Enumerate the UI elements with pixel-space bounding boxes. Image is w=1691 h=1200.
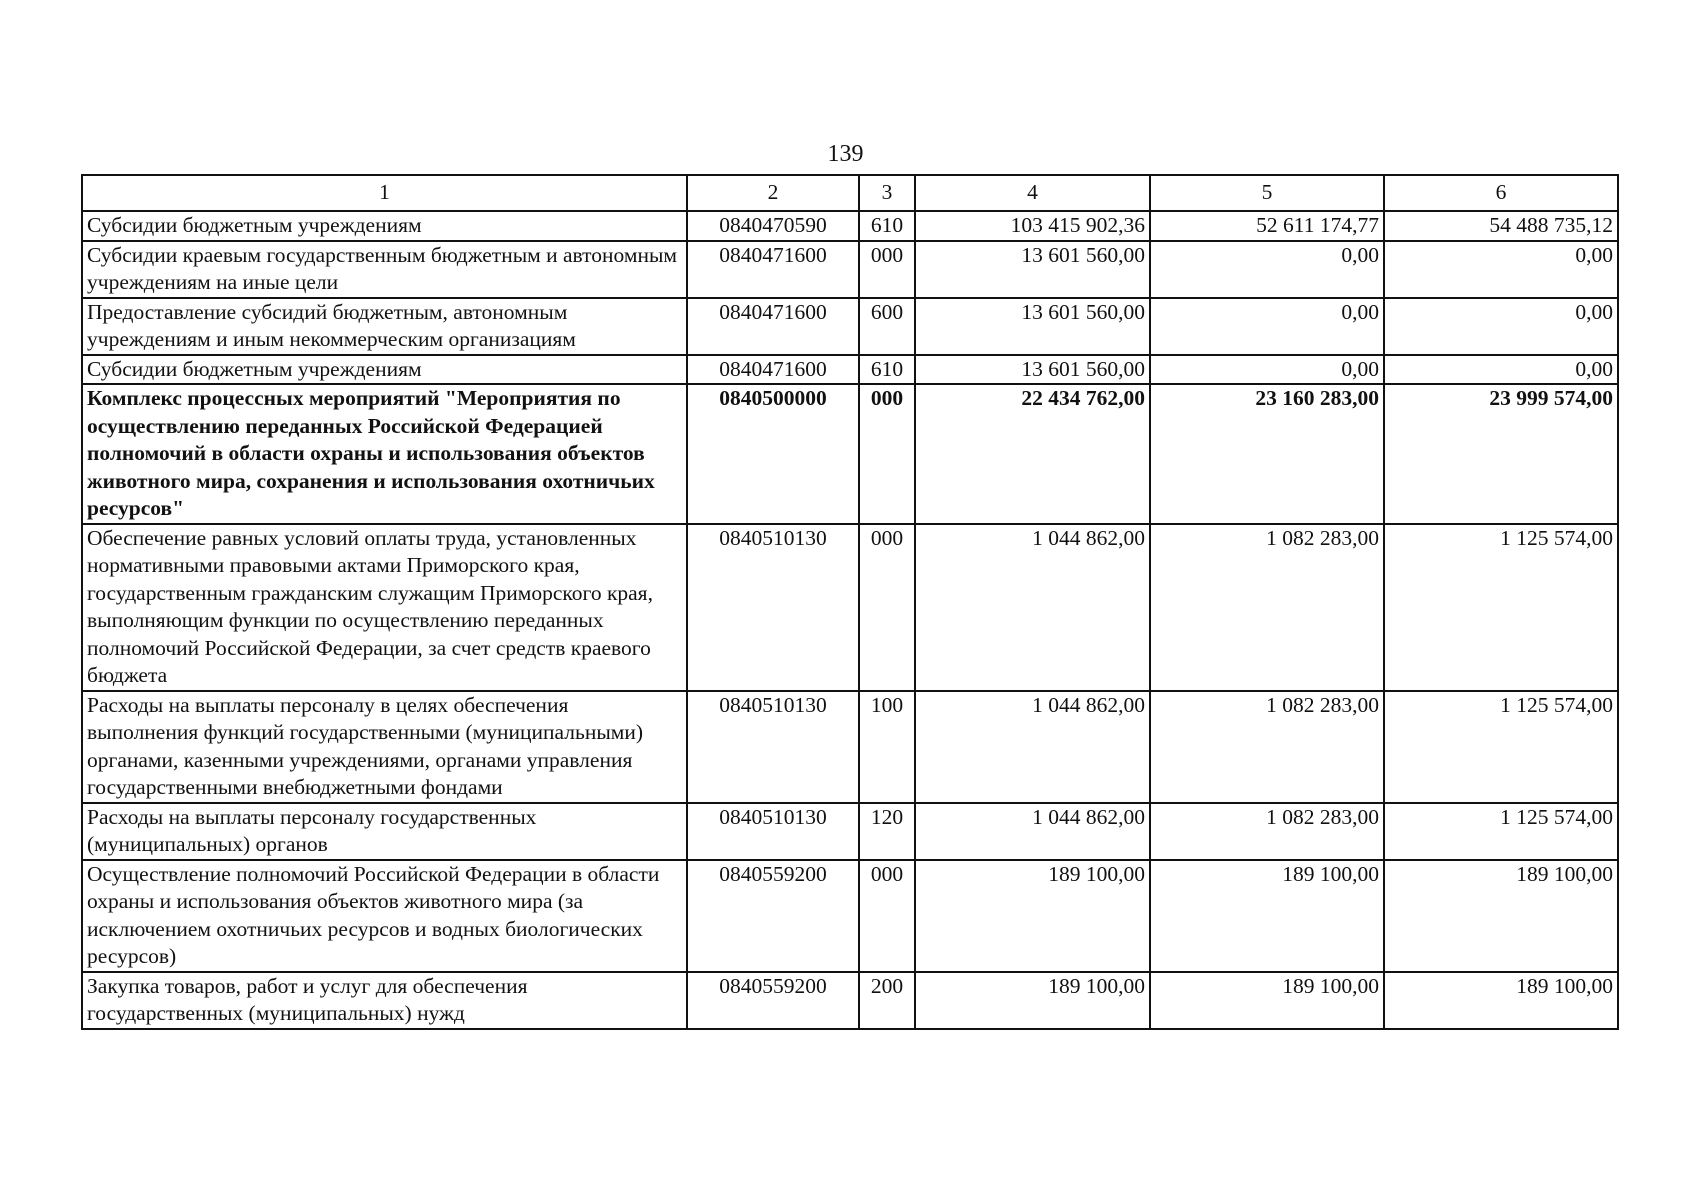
row-amount-col5: 0,00 <box>1150 355 1384 385</box>
row-amount-col4: 189 100,00 <box>915 972 1150 1029</box>
row-type-code: 100 <box>859 691 915 803</box>
row-type-code: 000 <box>859 860 915 972</box>
row-code: 0840559200 <box>687 972 859 1029</box>
row-amount-col6: 189 100,00 <box>1384 972 1618 1029</box>
row-amount-col6: 0,00 <box>1384 241 1618 298</box>
row-code: 0840471600 <box>687 298 859 355</box>
table-body <box>82 211 1618 1029</box>
table-row <box>82 384 1618 524</box>
table-row <box>82 972 1618 1029</box>
row-amount-col4: 13 601 560,00 <box>915 298 1150 355</box>
column-header-6: 6 <box>1384 175 1618 211</box>
row-amount-col4: 13 601 560,00 <box>915 355 1150 385</box>
table-row <box>82 524 1618 691</box>
row-name: Обеспечение равных условий оплаты труда, установленных нормативными правовыми актами Приморского края, государственным гражданским служащим Приморского края, выполняющим функции по осуществлению переданных полномочий Российской Федерации, за счет средств краевого бюджета <box>82 524 687 691</box>
row-amount-col4: 13 601 560,00 <box>915 241 1150 298</box>
table-row <box>82 298 1618 355</box>
row-amount-col5: 23 160 283,00 <box>1150 384 1384 524</box>
row-type-code: 200 <box>859 972 915 1029</box>
row-amount-col4: 1 044 862,00 <box>915 524 1150 691</box>
row-amount-col5: 0,00 <box>1150 298 1384 355</box>
column-header-3: 3 <box>859 175 915 211</box>
table-row <box>82 860 1618 972</box>
table-row <box>82 241 1618 298</box>
column-header-1: 1 <box>82 175 687 211</box>
row-amount-col6: 1 125 574,00 <box>1384 803 1618 860</box>
budget-table <box>81 174 1619 1030</box>
row-code: 0840559200 <box>687 860 859 972</box>
row-name: Субсидии бюджетным учреждениям <box>82 355 687 385</box>
table-row <box>82 355 1618 385</box>
row-name: Закупка товаров, работ и услуг для обеспечения государственных (муниципальных) нужд <box>82 972 687 1029</box>
row-type-code: 000 <box>859 241 915 298</box>
column-header-2: 2 <box>687 175 859 211</box>
page-number: 139 <box>827 141 864 167</box>
row-code: 0840471600 <box>687 241 859 298</box>
row-name: Расходы на выплаты персоналу в целях обеспечения выполнения функций государственными (муниципальными) органами, казенными учреждениями, органами управления государственными внебюджетными фондами <box>82 691 687 803</box>
row-name: Комплекс процессных мероприятий "Мероприятия по осуществлению переданных Российской Федерацией полномочий в области охраны и использования объектов животного мира, сохранения и использования охотничьих ресурсов" <box>82 384 687 524</box>
row-type-code: 000 <box>859 524 915 691</box>
column-header-4: 4 <box>915 175 1150 211</box>
row-amount-col6: 1 125 574,00 <box>1384 691 1618 803</box>
row-amount-col5: 1 082 283,00 <box>1150 691 1384 803</box>
row-code: 0840510130 <box>687 803 859 860</box>
row-amount-col4: 1 044 862,00 <box>915 803 1150 860</box>
row-type-code: 610 <box>859 355 915 385</box>
row-amount-col6: 1 125 574,00 <box>1384 524 1618 691</box>
row-amount-col5: 52 611 174,77 <box>1150 211 1384 241</box>
table-row <box>82 691 1618 803</box>
row-amount-col6: 189 100,00 <box>1384 860 1618 972</box>
row-code: 0840471600 <box>687 355 859 385</box>
row-amount-col5: 1 082 283,00 <box>1150 524 1384 691</box>
row-amount-col5: 189 100,00 <box>1150 860 1384 972</box>
table-header-row <box>82 175 1618 211</box>
row-code: 0840510130 <box>687 524 859 691</box>
row-amount-col4: 189 100,00 <box>915 860 1150 972</box>
table-row <box>82 211 1618 241</box>
row-amount-col6: 23 999 574,00 <box>1384 384 1618 524</box>
row-name: Осуществление полномочий Российской Федерации в области охраны и использования объектов животного мира (за исключением охотничьих ресурсов и водных биологических ресурсов) <box>82 860 687 972</box>
row-type-code: 600 <box>859 298 915 355</box>
table-row <box>82 803 1618 860</box>
row-amount-col6: 54 488 735,12 <box>1384 211 1618 241</box>
row-code: 0840500000 <box>687 384 859 524</box>
row-type-code: 120 <box>859 803 915 860</box>
row-type-code: 610 <box>859 211 915 241</box>
column-header-5: 5 <box>1150 175 1384 211</box>
row-amount-col5: 1 082 283,00 <box>1150 803 1384 860</box>
row-name: Субсидии краевым государственным бюджетным и автономным учреждениям на иные цели <box>82 241 687 298</box>
row-code: 0840510130 <box>687 691 859 803</box>
row-amount-col4: 1 044 862,00 <box>915 691 1150 803</box>
row-amount-col4: 103 415 902,36 <box>915 211 1150 241</box>
row-amount-col5: 189 100,00 <box>1150 972 1384 1029</box>
row-name: Расходы на выплаты персоналу государственных (муниципальных) органов <box>82 803 687 860</box>
row-amount-col5: 0,00 <box>1150 241 1384 298</box>
row-amount-col6: 0,00 <box>1384 355 1618 385</box>
row-name: Предоставление субсидий бюджетным, автономным учреждениям и иным некоммерческим организациям <box>82 298 687 355</box>
row-amount-col4: 22 434 762,00 <box>915 384 1150 524</box>
row-code: 0840470590 <box>687 211 859 241</box>
row-name: Субсидии бюджетным учреждениям <box>82 211 687 241</box>
row-amount-col6: 0,00 <box>1384 298 1618 355</box>
row-type-code: 000 <box>859 384 915 524</box>
